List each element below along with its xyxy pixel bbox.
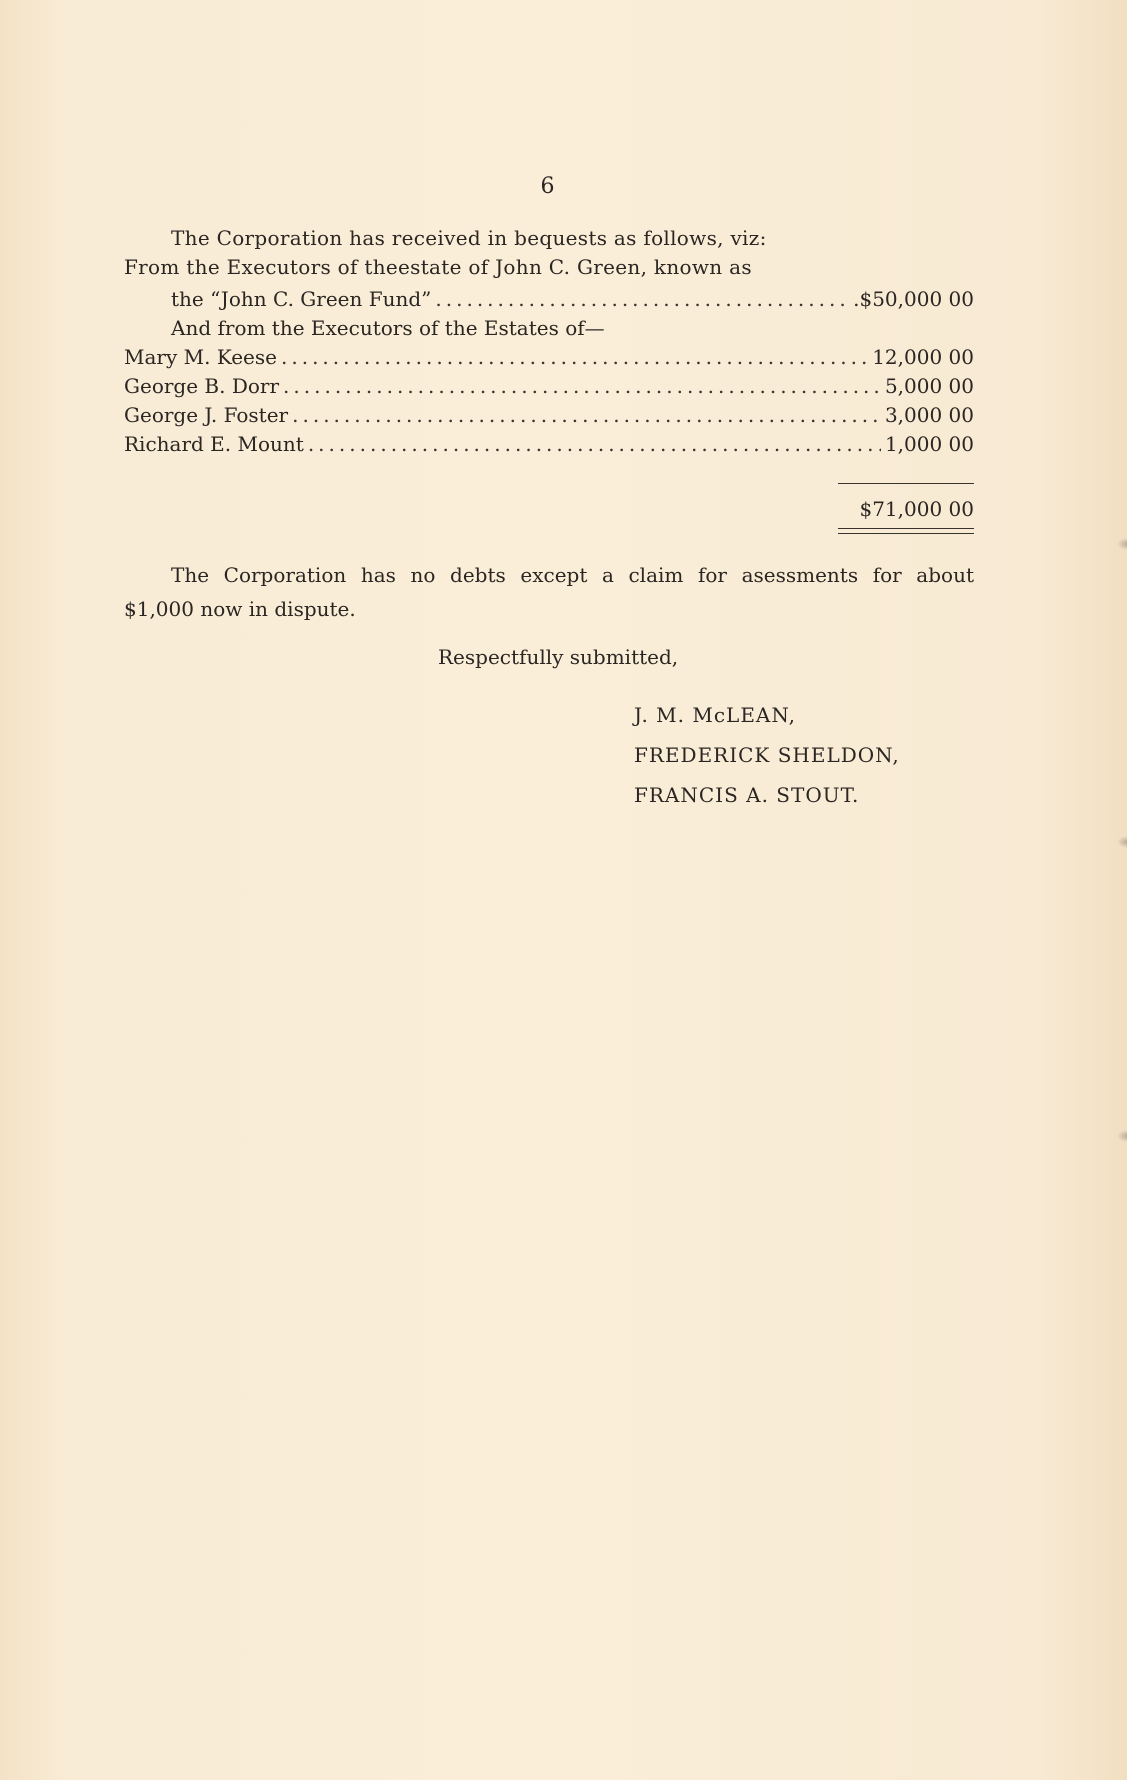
ledger-amount: 5,000 00 (884, 374, 974, 398)
dot-leader (308, 430, 881, 459)
dot-leader (281, 343, 868, 372)
ledger-label: George B. Dorr (124, 374, 280, 398)
paper-edge-mark (1117, 1130, 1127, 1142)
dot-leader (435, 285, 849, 314)
debts-line-2: $1,000 now in dispute. (124, 597, 356, 621)
ledger-amount: 3,000 00 (884, 403, 974, 427)
ledger-row (124, 343, 974, 372)
paper-edge-mark (1117, 836, 1127, 848)
ledger-row (124, 401, 974, 430)
intro-line: The Corporation has received in bequests as follows, viz: (171, 226, 767, 250)
ledger-amount: 1,000 00 (884, 432, 974, 456)
bequests-intro (124, 224, 974, 282)
paper-edge-mark (1117, 538, 1127, 550)
signer-name: J. M. McLEAN, (634, 703, 796, 727)
dot-leader (283, 372, 881, 401)
ledger-label: Richard E. Mount (124, 432, 304, 456)
dot-leader (292, 401, 881, 430)
signer-name: FRANCIS A. STOUT. (634, 783, 860, 807)
ledger-amount: .$50,000 00 (853, 287, 974, 311)
ledger-label: Mary M. Keese (124, 345, 277, 369)
bequests-total: $71,000 00 (859, 497, 974, 521)
signature-block (634, 695, 900, 815)
debts-paragraph (124, 558, 974, 626)
estates-heading: And from the Executors of the Estates of— (171, 316, 605, 340)
ledger-row (124, 430, 974, 459)
debts-line-1: The Corporation has no debts except a claim for asessments for about (171, 563, 974, 587)
green-fund-line-1: From the Executors of theestate of John C. Green, known as (124, 255, 752, 279)
bequests-ledger (124, 285, 974, 459)
page-number: 6 (540, 174, 555, 199)
ledger-label: George J. Foster (124, 403, 289, 427)
ledger-row-green-fund (124, 285, 974, 314)
ledger-amount: 12,000 00 (872, 345, 974, 369)
ledger-row (124, 372, 974, 401)
closing-text: Respectfully submitted, (438, 645, 679, 669)
total-double-rule (838, 528, 974, 534)
signer-name: FREDERICK SHELDON, (634, 743, 900, 767)
ledger-label: the “John C. Green Fund” (171, 287, 432, 311)
sum-rule (838, 483, 974, 484)
